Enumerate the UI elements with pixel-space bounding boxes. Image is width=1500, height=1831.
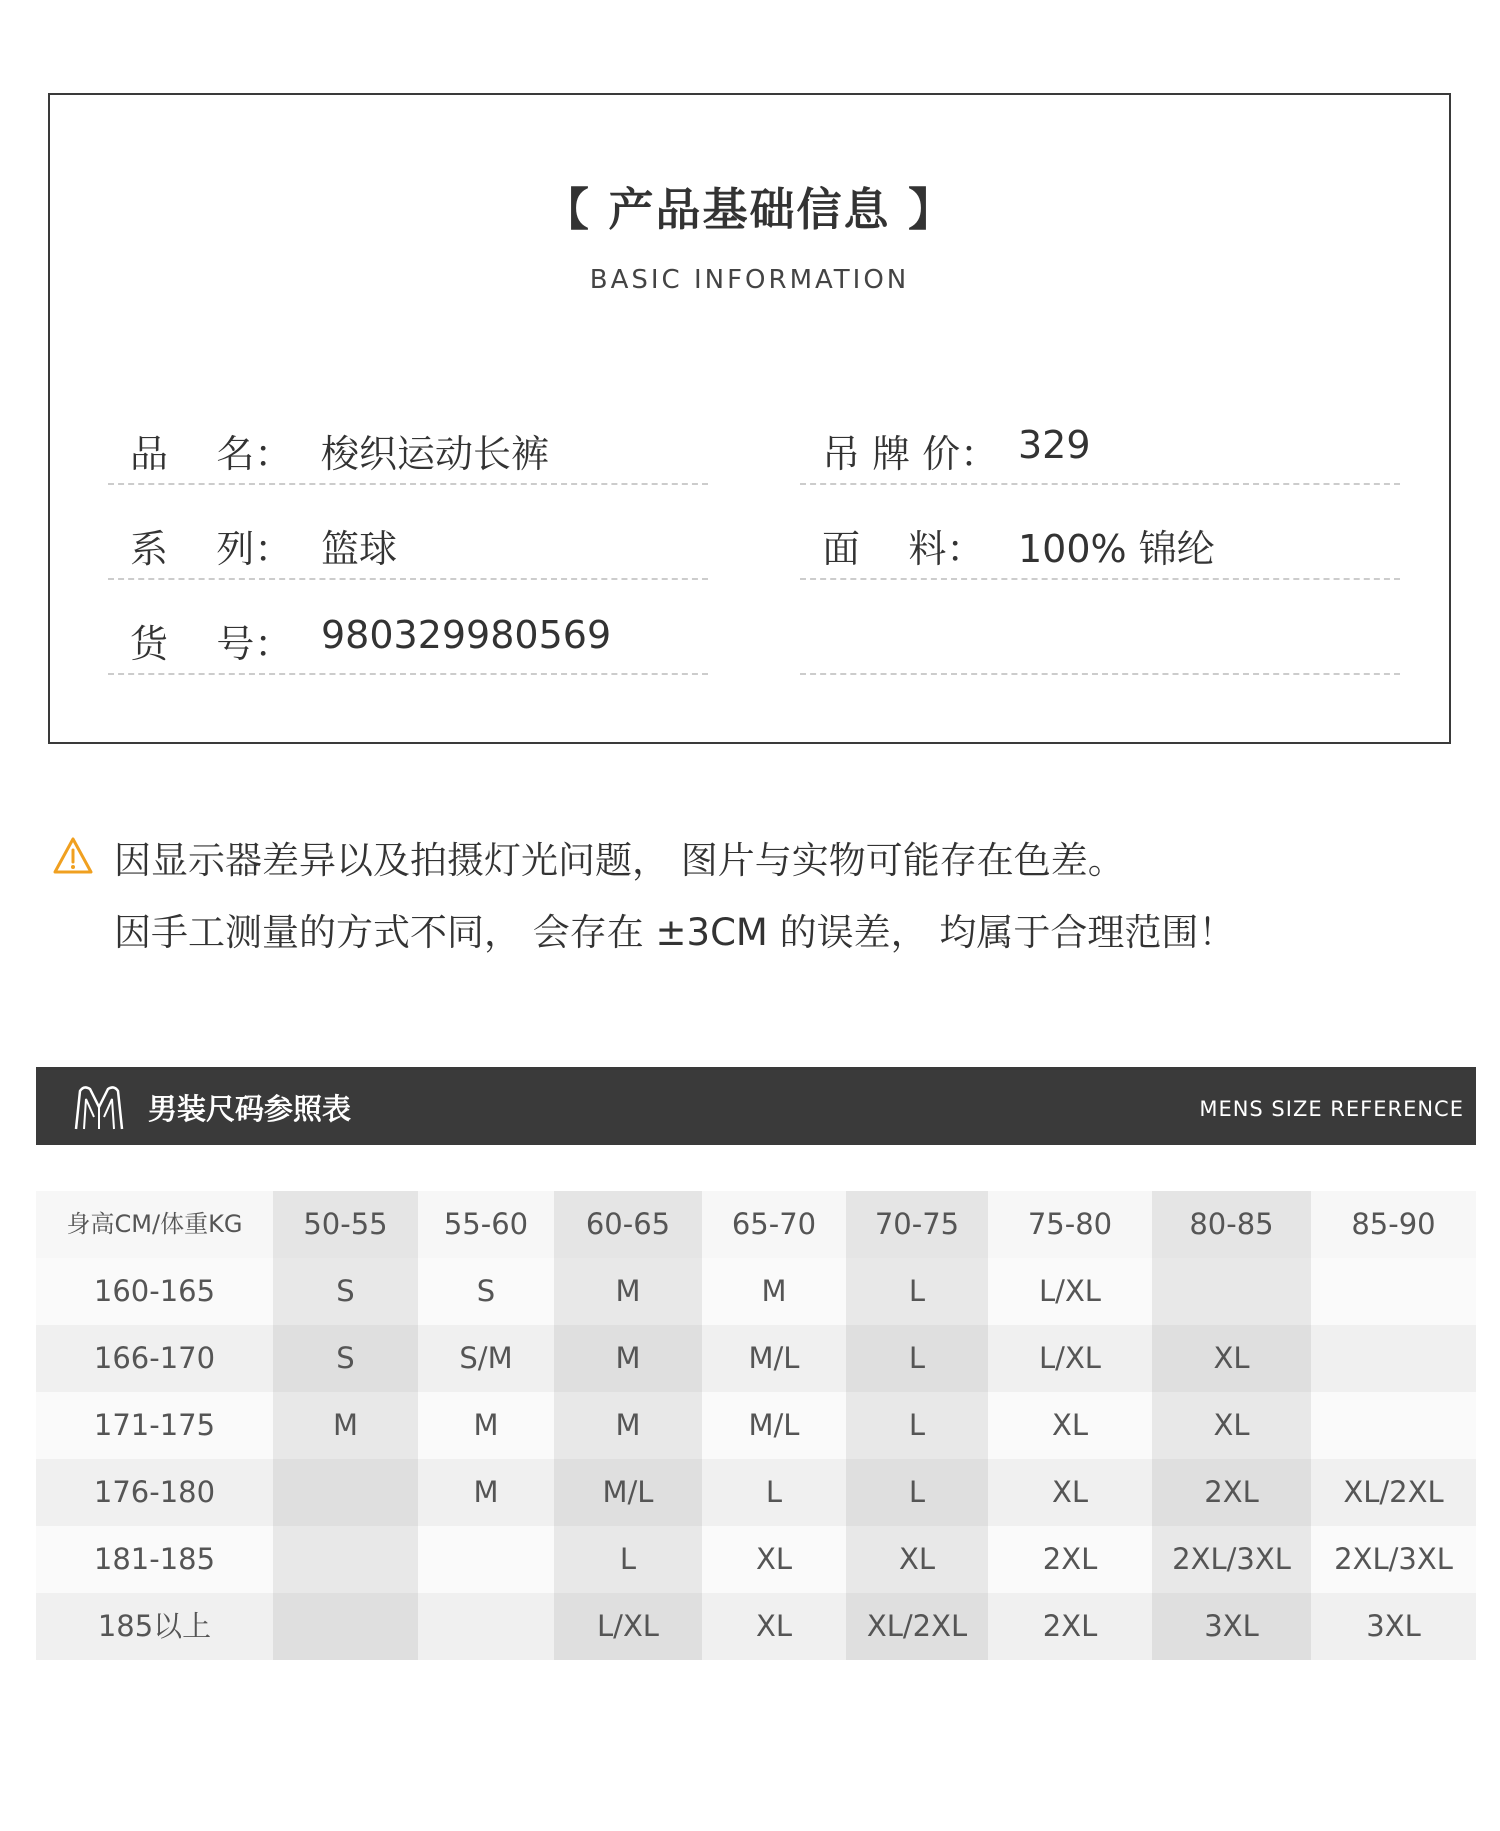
table-size-cell: [1311, 1325, 1476, 1392]
table-size-cell: S: [273, 1325, 418, 1392]
field-series: [108, 490, 708, 580]
field-value: 980329980569: [321, 613, 612, 657]
table-size-cell: 2XL: [1042, 1609, 1098, 1643]
table-size-cell: XL: [846, 1526, 988, 1593]
size-chart-title: 男装尺码参照表: [148, 1092, 352, 1126]
table-row: [36, 1526, 1476, 1593]
table-size-cell: L/XL: [1039, 1274, 1101, 1308]
size-chart-subtitle: MENS SIZE REFERENCE: [1199, 1097, 1464, 1121]
table-size-cell: [418, 1593, 554, 1660]
table-size-cell: M/L: [748, 1408, 800, 1442]
table-height-cell: 166-170: [93, 1341, 216, 1375]
table-row: [36, 1459, 1476, 1526]
menswear-logo-icon: [72, 1081, 126, 1133]
table-header-cell: 80-85: [1152, 1191, 1311, 1258]
table-size-cell: XL: [1152, 1325, 1311, 1392]
table-header-cell: 55-60: [443, 1207, 529, 1241]
field-value: 329: [1018, 423, 1091, 467]
table-size-cell: L: [846, 1258, 988, 1325]
table-height-cell: 176-180: [93, 1475, 216, 1509]
table-size-cell: XL: [755, 1609, 793, 1643]
table-size-cell: [1311, 1258, 1476, 1325]
table-size-cell: XL: [755, 1542, 793, 1576]
table-header-cell: 75-80: [1027, 1207, 1113, 1241]
field-empty: [800, 585, 1400, 675]
table-size-cell: 3XL: [1366, 1609, 1421, 1643]
table-size-cell: M/L: [748, 1341, 800, 1375]
table-size-cell: M: [473, 1408, 499, 1442]
table-size-cell: M: [761, 1274, 787, 1308]
table-size-cell: M: [273, 1392, 418, 1459]
table-size-cell: [273, 1593, 418, 1660]
table-size-cell: [418, 1526, 554, 1593]
table-size-cell: [1311, 1392, 1476, 1459]
table-header-row: [36, 1191, 1476, 1258]
table-size-cell: [273, 1459, 418, 1526]
table-size-cell: 2XL: [1152, 1459, 1311, 1526]
table-size-cell: [1152, 1258, 1311, 1325]
table-row: [36, 1392, 1476, 1459]
table-size-cell: L: [846, 1392, 988, 1459]
field-label: 吊 牌 价：: [822, 432, 999, 476]
table-size-cell: M: [554, 1325, 702, 1392]
table-size-cell: XL: [1051, 1408, 1089, 1442]
table-size-cell: 2XL/3XL: [1152, 1526, 1311, 1593]
table-size-cell: L: [554, 1526, 702, 1593]
table-size-cell: XL: [1152, 1392, 1311, 1459]
table-size-cell: XL/2XL: [846, 1593, 988, 1660]
table-size-cell: M/L: [554, 1459, 702, 1526]
table-header-cell: 60-65: [554, 1191, 702, 1258]
table-size-cell: M: [554, 1258, 702, 1325]
field-item-number: [108, 585, 708, 675]
field-product-name: [108, 395, 708, 485]
field-label: 系 列：: [130, 527, 293, 571]
basic-info-panel: [48, 93, 1451, 744]
table-size-cell: 2XL/3XL: [1334, 1542, 1453, 1576]
warning-triangle-icon: [52, 836, 94, 876]
table-row: [36, 1325, 1476, 1392]
table-header-cell: 65-70: [731, 1207, 817, 1241]
size-reference-table: [36, 1191, 1476, 1660]
table-row: [36, 1593, 1476, 1660]
table-size-cell: M: [554, 1392, 702, 1459]
table-size-cell: S/M: [459, 1341, 513, 1375]
field-label: 品 名：: [130, 432, 293, 476]
field-value: 梭织运动长裤: [321, 432, 550, 476]
table-size-cell: XL/2XL: [1343, 1475, 1444, 1509]
table-size-cell: [273, 1526, 418, 1593]
table-size-cell: 3XL: [1152, 1593, 1311, 1660]
field-label: 面 料：: [822, 527, 985, 571]
field-fabric: [800, 490, 1400, 580]
table-row: [36, 1258, 1476, 1325]
table-size-cell: L/XL: [554, 1593, 702, 1660]
field-value: 100% 锦纶: [1018, 527, 1215, 571]
field-tag-price: [800, 395, 1400, 485]
table-size-cell: L: [765, 1475, 783, 1509]
table-size-cell: L: [846, 1459, 988, 1526]
table-header-cell: 70-75: [846, 1191, 988, 1258]
notice-line-2: 因手工测量的方式不同， 会存在 ±3CM 的误差， 均属于合理范围！: [114, 911, 1236, 954]
table-size-cell: M: [473, 1475, 499, 1509]
table-size-cell: S: [476, 1274, 496, 1308]
table-size-cell: S: [273, 1258, 418, 1325]
table-size-cell: XL: [1051, 1475, 1089, 1509]
table-size-cell: L/XL: [1039, 1341, 1101, 1375]
table-corner-label: 身高CM/体重KG: [66, 1210, 243, 1238]
table-header-cell: 50-55: [273, 1191, 418, 1258]
table-height-cell: 185以上: [97, 1609, 212, 1643]
table-height-cell: 160-165: [93, 1274, 216, 1308]
table-height-cell: 171-175: [93, 1408, 216, 1442]
table-header-cell: 85-90: [1351, 1207, 1436, 1241]
field-label: 货 号：: [130, 622, 293, 666]
basic-info-title: 【 产品基础信息 】: [543, 183, 956, 236]
basic-info-subtitle: BASIC INFORMATION: [589, 265, 910, 295]
field-value: 篮球: [321, 527, 398, 571]
table-height-cell: 181-185: [93, 1542, 216, 1576]
table-size-cell: 2XL: [1042, 1542, 1098, 1576]
size-chart-header: [36, 1067, 1476, 1145]
notice-line-1: 因显示器差异以及拍摄灯光问题， 图片与实物可能存在色差。: [114, 839, 1125, 882]
table-size-cell: L: [846, 1325, 988, 1392]
